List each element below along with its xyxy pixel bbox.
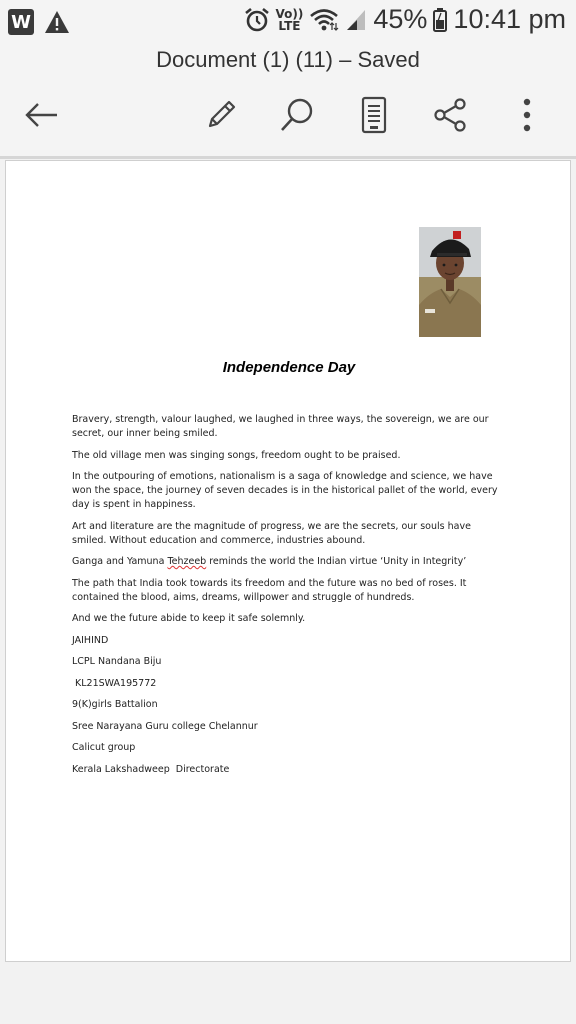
toolbar [0, 76, 576, 156]
paragraph: The path that India took towards its freedom and the future was no bed of roses. It contained the blood, aims, dreams, willpower and struggle of hundreds. [72, 577, 467, 603]
search-button[interactable] [274, 92, 320, 138]
paragraph-ganga [72, 555, 506, 569]
document-body [72, 413, 506, 784]
cadet-photo [419, 227, 481, 337]
read-mode-icon [359, 96, 389, 134]
read-mode-button[interactable] [351, 92, 397, 138]
document-heading: Independence Day [222, 359, 356, 376]
paragraph: Bravery, strength, valour laughed, we laughed in three ways, the sovereign, we are our secret, our inner being smiled. [72, 414, 489, 439]
wps-app-icon: W [8, 9, 34, 35]
battery-icon [433, 8, 447, 32]
paragraph: 9(K)girls Battalion [72, 699, 158, 710]
paragraph: Kerala Lakshadweep Directorate [72, 763, 230, 775]
paragraph: The old village men was singing songs, freedom ought to be praised. [72, 449, 401, 461]
paragraph: Sree Narayana Guru college Chelannur [72, 720, 258, 732]
alarm-icon [244, 7, 270, 33]
document-page[interactable] [5, 160, 571, 962]
paragraph: LCPL Nandana Biju [72, 656, 162, 667]
battery-percent: 45% [373, 4, 428, 34]
back-arrow-icon [23, 100, 59, 130]
clock: 10:41 pm [453, 4, 566, 34]
page-background [0, 962, 576, 1024]
text-span: reminds the world the Indian virtue ‘Unity in Integrity’ [206, 556, 467, 567]
share-button[interactable] [427, 92, 473, 138]
pencil-icon [203, 97, 239, 133]
more-vert-icon [521, 97, 533, 133]
paragraph: JAIHIND [72, 634, 109, 646]
toolbar-divider [0, 156, 576, 159]
paragraph: And we the future abide to keep it safe solemnly. [72, 613, 306, 624]
paragraph: In the outpouring of emotions, nationalism is a saga of knowledge and science, we have won the space, the journey of seven decades is in the historical pallet of the world, every day is spent in happiness. [72, 471, 498, 510]
signal-icon [345, 8, 367, 32]
document-title: Document (1) (11) – Saved [0, 44, 576, 76]
status-bar [0, 0, 576, 44]
back-button[interactable] [18, 92, 64, 138]
paragraph: Calicut group [72, 742, 136, 753]
edit-button[interactable] [198, 92, 244, 138]
wifi-icon [309, 8, 339, 32]
share-icon [432, 97, 468, 133]
paragraph: Art and literature are the magnitude of progress, we are the secrets, our souls have smiled. Without education and commerce, industries abound. [72, 520, 471, 546]
warning-icon [44, 10, 70, 34]
search-icon [278, 96, 316, 134]
text-span: Ganga and Yamuna [72, 556, 168, 567]
volte-indicator: Vo)) LTE [275, 6, 304, 33]
paragraph: KL21SWA195772 [72, 677, 157, 689]
more-options-button[interactable] [504, 92, 550, 138]
spellcheck-underlined-word: Tehzeeb [167, 556, 207, 567]
